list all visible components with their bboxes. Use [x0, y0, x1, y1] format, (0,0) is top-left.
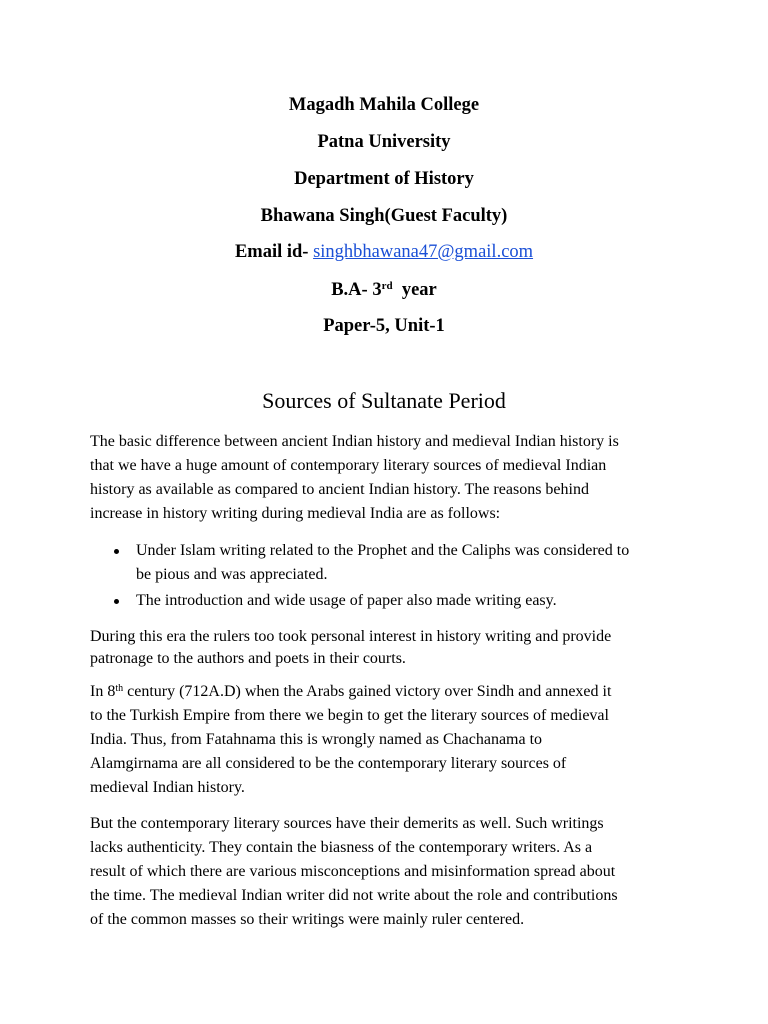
department-name: Department of History: [294, 169, 474, 189]
bullet-icon: [114, 549, 119, 554]
paragraph-line: the time. The medieval Indian writer did not write about the role and contributions: [90, 887, 618, 904]
course-prefix: B.A- 3: [331, 280, 382, 300]
list-item: [90, 589, 690, 613]
email-line: [0, 241, 768, 263]
college-name: Magadh Mahila College: [288, 95, 480, 115]
paragraph-line: But the contemporary literary sources have their demerits as well. Such writings: [90, 815, 604, 832]
paragraph-line: India. Thus, from Fatahnama this is wrongly named as Chachanama to: [90, 731, 543, 748]
section-title: Sources of Sultanate Period: [262, 388, 506, 413]
demerits-paragraph: [90, 812, 690, 932]
paper-unit: Paper-5, Unit-1: [323, 316, 445, 336]
intro-paragraph: [90, 430, 690, 526]
paragraph-line: of the common masses so their writings were mainly ruler centered.: [90, 911, 525, 928]
paragraph-lead: In 8: [90, 683, 116, 700]
paragraph-line: patronage to the authors and poets in their courts.: [90, 650, 406, 667]
intro-line: The basic difference between ancient Indian history and medieval Indian history is: [90, 433, 619, 450]
intro-line: increase in history writing during medieval India are as follows:: [90, 505, 501, 522]
university-name: Patna University: [317, 132, 451, 152]
paragraph-line: medieval Indian history.: [90, 779, 245, 796]
faculty-name: Bhawana Singh(Guest Faculty): [260, 206, 508, 226]
course-suffix: year: [401, 280, 437, 300]
course-line: [0, 279, 768, 301]
paragraph-line: During this era the rulers too took personal interest in history writing and provide: [90, 628, 612, 645]
paragraph-line: result of which there are various misconceptions and misinformation spread about: [90, 863, 616, 880]
paragraph-line: to the Turkish Empire from there we begin to get the literary sources of medieval: [90, 707, 609, 724]
intro-line: history as available as compared to ancient Indian history. The reasons behind: [90, 481, 589, 498]
bullet-icon: [114, 599, 119, 604]
list-item: [90, 539, 690, 587]
sources-paragraph: [90, 680, 690, 800]
paragraph-line: Alamgirnama are all considered to be the contemporary literary sources of: [90, 755, 567, 772]
course-ordinal: rd: [381, 280, 393, 292]
patronage-paragraph: [90, 626, 690, 670]
list-item-line: Under Islam writing related to the Prophet and the Caliphs was considered to: [136, 542, 630, 559]
paragraph-line: [90, 680, 690, 704]
paragraph-text: century (712A.D) when the Arabs gained victory over Sindh and annexed it: [123, 683, 612, 700]
list-item-line: The introduction and wide usage of paper also made writing easy.: [136, 592, 557, 609]
intro-line: that we have a huge amount of contemporary literary sources of medieval Indian: [90, 457, 607, 474]
email-label: Email id-: [234, 242, 314, 262]
list-item-line: be pious and was appreciated.: [136, 566, 328, 583]
reasons-list: [90, 539, 690, 613]
email-link[interactable]: singhbhawana47@gmail.com: [313, 242, 534, 262]
century-ordinal: th: [115, 683, 124, 694]
paragraph-line: lacks authenticity. They contain the biasness of the contemporary writers. As a: [90, 839, 593, 856]
